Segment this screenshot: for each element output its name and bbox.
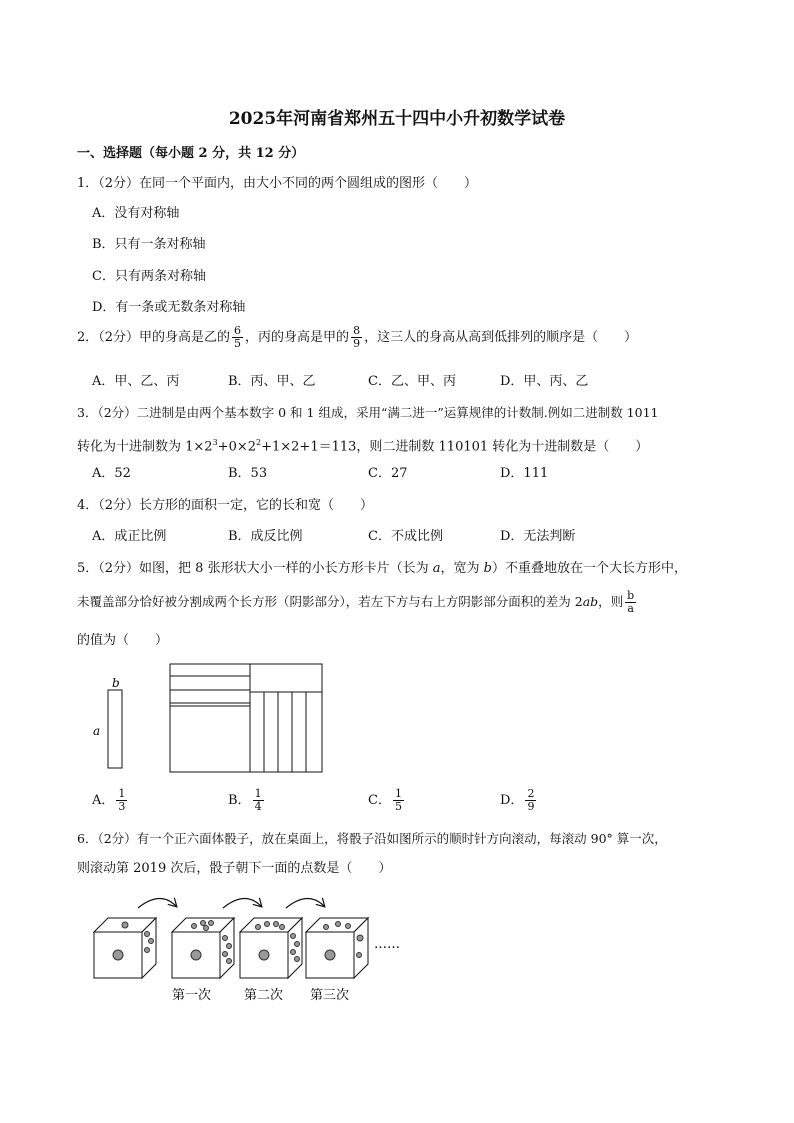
q5-figure bbox=[88, 660, 333, 776]
question-6-line-2: 则滚动第 2019 次后，骰子朝下一面的点数是（ ） bbox=[77, 861, 392, 876]
question-3-line-1: 3．（2分）二进制是由两个基本数字 0 和 1 组成，采用“满二进一”运算规律的计数制.例如二进制数 1011 bbox=[77, 405, 659, 420]
q4-option-d: D．无法判断 bbox=[500, 529, 576, 544]
q5-option-a-fraction bbox=[116, 788, 127, 813]
roll-arrow-3 bbox=[286, 898, 324, 908]
q3-option-a: A．52 bbox=[92, 466, 131, 481]
q5-var-a: a bbox=[432, 561, 441, 576]
caption-roll-2: 第二次 bbox=[244, 988, 284, 1003]
q5-option-d-num: 2 bbox=[527, 787, 535, 800]
q5-option-d-den: 9 bbox=[527, 800, 535, 813]
q2-option-d: D．甲、丙、乙 bbox=[500, 374, 589, 389]
q2-fraction-1-num: 6 bbox=[234, 324, 242, 337]
question-5-line-2 bbox=[77, 590, 638, 615]
q5-line-1-c: ）不重叠地放在一个大长方形中， bbox=[491, 561, 687, 576]
q5-option-c-fraction bbox=[393, 788, 404, 813]
q5-line-2-a: 未覆盖部分恰好被分割成两个长方形（阴影部分），若左下方与右上方阴影部分面积的差为 2 bbox=[77, 594, 583, 609]
dice-ellipsis: …… bbox=[374, 937, 400, 952]
q3-option-c: C．27 bbox=[368, 466, 408, 481]
die-roll-3 bbox=[306, 918, 368, 978]
question-5-line-3: 的值为（ ） bbox=[77, 633, 169, 648]
caption-roll-3: 第三次 bbox=[310, 988, 350, 1003]
q5-option-a-num: 1 bbox=[118, 787, 126, 800]
q2-part-3: ，这三人的身高从高到低排列的顺序是（ ） bbox=[364, 330, 638, 345]
q1-option-d: D．有一条或无数条对称轴 bbox=[92, 300, 246, 315]
question-2-stem bbox=[77, 325, 637, 350]
question-1-stem: 1．（2分）在同一个平面内，由大小不同的两个圆组成的图形（ ） bbox=[77, 176, 478, 191]
page-title: 2025年河南省郑州五十四中小升初数学试卷 bbox=[228, 109, 566, 129]
q5-option-d bbox=[500, 788, 538, 813]
q5-option-c-num: 1 bbox=[394, 787, 402, 800]
q2-part-1: 2．（2分）甲的身高是乙的 bbox=[77, 330, 231, 345]
q5-option-a-den: 3 bbox=[118, 800, 126, 813]
q3-line-2-a: 转化为十进制数为 1×2 bbox=[77, 439, 213, 455]
q3-line-2-c: +1×2+1＝113，则二进制数 110101 转化为十进制数是（ ） bbox=[261, 439, 649, 455]
question-3-line-2 bbox=[77, 434, 648, 456]
q4-option-a: A．成正比例 bbox=[92, 529, 167, 544]
q5-option-a bbox=[92, 788, 129, 813]
q4-option-b: B．成反比例 bbox=[228, 529, 303, 544]
q3-exponent-2: 2 bbox=[256, 438, 262, 447]
q5-option-b-letter: B． bbox=[228, 793, 251, 808]
q2-fraction-2-num: 8 bbox=[353, 324, 361, 337]
q5-label-b: b bbox=[112, 676, 120, 690]
q5-ab: ab bbox=[582, 594, 599, 609]
q2-option-a: A．甲、乙、丙 bbox=[92, 374, 180, 389]
q1-option-b: B．只有一条对称轴 bbox=[92, 237, 206, 252]
q5-option-c-den: 5 bbox=[394, 800, 402, 813]
big-rectangle bbox=[170, 664, 322, 772]
q6-dice-figure bbox=[90, 888, 430, 1006]
q4-option-c: C．不成比例 bbox=[368, 529, 443, 544]
q5-line-1-b: ，宽为 bbox=[440, 561, 484, 576]
q3-option-b: B．53 bbox=[228, 466, 268, 481]
q3-line-2-b: +0×2 bbox=[217, 439, 256, 455]
q5-var-b: b bbox=[483, 561, 492, 576]
q5-option-b-fraction bbox=[253, 788, 264, 813]
die-start bbox=[94, 918, 156, 978]
roll-arrow-2 bbox=[223, 898, 261, 908]
q5-fraction bbox=[625, 590, 636, 615]
q5-option-b-num: 1 bbox=[254, 787, 262, 800]
caption-roll-1: 第一次 bbox=[172, 988, 212, 1003]
q5-option-a-letter: A． bbox=[92, 793, 115, 808]
q5-fraction-den: a bbox=[627, 602, 634, 615]
section-heading: 一、选择题（每小题 2 分，共 12 分） bbox=[77, 146, 305, 161]
q2-fraction-2-den: 9 bbox=[353, 337, 361, 350]
q5-line-1-a: 5．（2分）如图，把 8 张形状大小一样的小长方形卡片（长为 bbox=[77, 561, 433, 576]
q2-fraction-1 bbox=[232, 325, 243, 350]
q3-option-d: D．111 bbox=[500, 466, 549, 481]
q5-option-c-letter: C． bbox=[368, 793, 391, 808]
q2-option-b: B．丙、甲、乙 bbox=[228, 374, 316, 389]
die-roll-1 bbox=[172, 918, 234, 978]
q2-fraction-2 bbox=[351, 325, 362, 350]
question-4-stem: 4．（2分）长方形的面积一定，它的长和宽（ ） bbox=[77, 498, 374, 513]
q1-option-c: C．只有两条对称轴 bbox=[92, 269, 206, 284]
question-6-line-1: 6．（2分）有一个正六面体骰子，放在桌面上，将骰子沿如图所示的顺时针方向滚动，每滚动 90° 算一次， bbox=[77, 831, 667, 846]
small-card bbox=[108, 690, 122, 768]
q2-part-2: ，丙的身高是甲的 bbox=[245, 330, 350, 345]
die-roll-2 bbox=[240, 918, 302, 978]
q5-fraction-num: b bbox=[627, 589, 635, 602]
q1-option-a: A．没有对称轴 bbox=[92, 206, 180, 221]
q2-option-c: C．乙、甲、丙 bbox=[368, 374, 456, 389]
q3-exponent-1: 3 bbox=[212, 438, 218, 447]
q5-option-b bbox=[228, 788, 266, 813]
q5-option-c bbox=[368, 788, 406, 813]
q5-option-d-fraction bbox=[525, 788, 536, 813]
question-5-line-1 bbox=[77, 560, 687, 578]
roll-arrow-1 bbox=[138, 898, 176, 908]
q5-label-a: a bbox=[93, 724, 101, 738]
q5-option-b-den: 4 bbox=[254, 800, 262, 813]
q5-option-d-letter: D． bbox=[500, 793, 524, 808]
q2-fraction-1-den: 5 bbox=[234, 337, 242, 350]
q5-line-2-b: ，则 bbox=[598, 594, 624, 609]
